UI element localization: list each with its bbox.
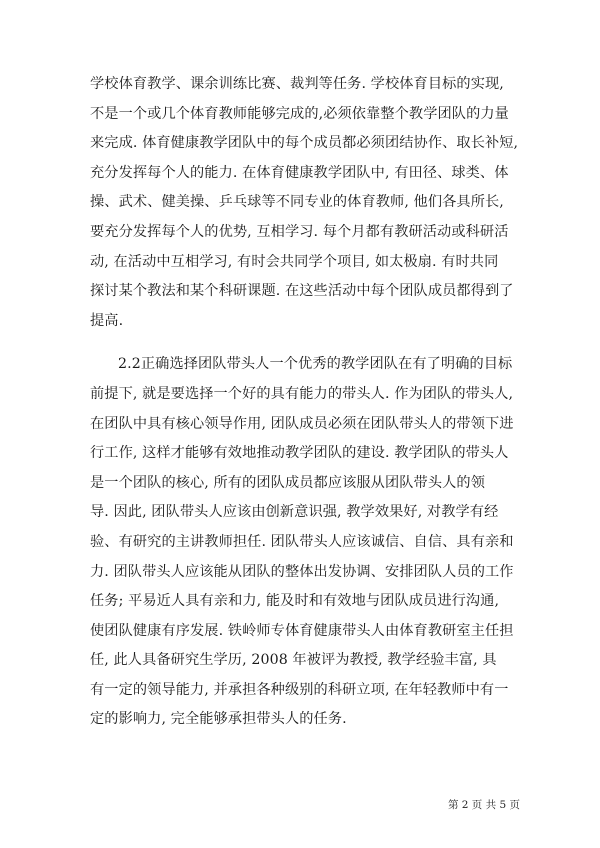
paragraph-line: 2.2正确选择团队带头人一个优秀的教学团队在有了明确的目标 [118,356,513,373]
paragraph-line: 有一定的领导能力, 并承担各种级别的科研立项, 在年轻教师中有一 [90,681,509,698]
paragraph-line: 学校体育教学、课余训练比赛、裁判等任务. 学校体育目标的实现, [90,76,504,92]
paragraph-line: 动, 在活动中互相学习, 有时会共同学个项目, 如太极扇. 有时共同 [90,253,499,270]
paragraph-line: 不是一个或几个体育教师能够完成的,必须依靠整个教学团队的力量 [90,105,509,122]
paragraph-2 [90,350,520,735]
paragraph-line: 操、武术、健美操、乒乓球等不同专业的体育教师, 他们各具所长, [90,194,504,211]
paragraph-line: 力. 团队带头人应该能从团队的整体出发协调、安排团队人员的工作 [90,563,514,580]
page-number-footer: 第 2 页 共 5 页 [447,799,520,811]
paragraph-line: 使团队健康有序发展. 铁岭师专体育健康带头人由体育教研室主任担 [90,622,514,639]
paragraph-line: 充分发挥每个人的能力. 在体育健康教学团队中, 有田径、球类、体 [90,164,509,181]
paragraph-line: 前提下, 就是要选择一个好的具有能力的带头人. 作为团队的带头人, [90,385,514,402]
paragraph-line: 行工作, 这样才能够有效地推动教学团队的建设. 教学团队的带头人 [90,445,509,462]
paragraph-line: 导. 因此, 团队带头人应该由创新意识强, 教学效果好, 对教学有经 [90,504,499,521]
paragraph-1 [90,70,520,336]
body-text [90,70,520,735]
paragraph-line: 提高. [90,312,124,329]
paragraph-line: 在团队中具有核心领导作用, 团队成员必须在团队带头人的带领下进 [90,415,514,432]
paragraph-line: 探讨某个教法和某个科研课题. 在这些活动中每个团队成员都得到了 [90,283,514,300]
paragraph-line: 验、有研究的主讲教师担任. 团队带头人应该诚信、自信、具有亲和 [90,533,514,550]
paragraph-line: 定的影响力, 完全能够承担带头人的任务. [90,711,347,728]
paragraph-line: 要充分发挥每个人的优势, 互相学习. 每个月都有教研活动或科研活 [90,223,509,240]
paragraph-line: 任务; 平易近人具有亲和力, 能及时和有效地与团队成员进行沟通, [90,593,500,610]
paragraph-line: 是一个团队的核心, 所有的团队成员都应该服从团队带头人的领 [90,474,485,491]
paragraph-spacer [90,336,520,350]
paragraph-line: 来完成. 体育健康教学团队中的每个成员都必须团结协作、取长补短, [90,135,519,152]
paragraph-line: 任, 此人具备研究生学历, 2008 年被评为教授, 教学经验丰富, 具 [90,652,497,669]
